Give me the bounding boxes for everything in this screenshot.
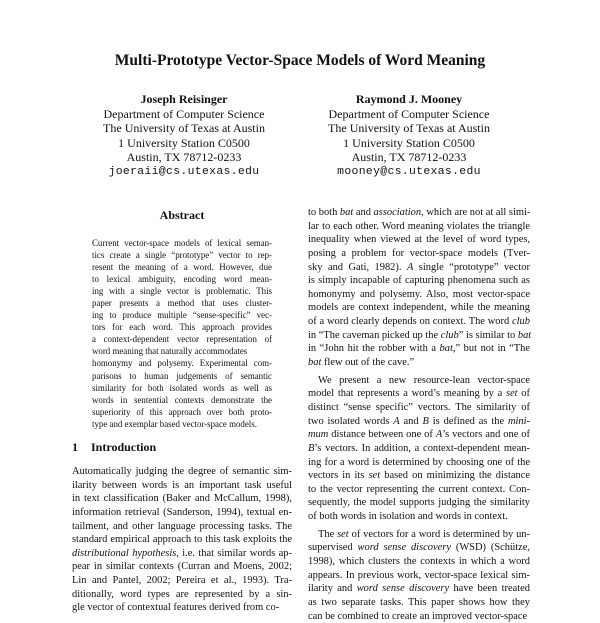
text-line: ing with a single vector is problematic. This	[92, 286, 272, 297]
text-line: ing for a word is determined by choosing one of the	[308, 456, 530, 468]
author-block-mooney	[289, 92, 529, 180]
author-email: mooney@cs.utexas.edu	[337, 165, 481, 178]
text-line: homonymy and polysemy. Also, most vector-space	[308, 288, 530, 300]
author-department: Department of Computer Science	[328, 106, 490, 121]
section-heading-introduction	[72, 440, 156, 455]
text-line: lar to each other. Word meaning violates the triangle	[308, 220, 530, 232]
text-line: type and exemplar based vector-space models.	[92, 418, 257, 429]
author-email: joeraii@cs.utexas.edu	[108, 165, 260, 178]
introduction-body	[72, 465, 292, 615]
text-line: posing a problem for vector-space models (Tver-	[308, 247, 530, 259]
text-line: words in sentential contexts demonstrate the	[92, 394, 272, 405]
text-line: parisons to human judgements of semantic	[92, 370, 272, 381]
author-name: Raymond J. Mooney	[355, 92, 463, 106]
text-line: sky and Gati, 1982). A single “prototype” vector	[308, 261, 531, 273]
text-line: to the vector representing the current context. Con-	[308, 483, 530, 495]
text-line: resent the meaning of a word. However, due	[92, 262, 272, 273]
text-line: in text classification (Baker and McCallum, 1998),	[72, 493, 292, 505]
text-line: as two separate tasks. This paper shows how they	[308, 596, 530, 608]
author-university: The University of Texas at Austin	[328, 121, 490, 136]
text-line: information retrieval (Sanderson, 1994), textual en-	[72, 506, 292, 518]
text-line: appears. In previous work, vector-space lexical sim-	[308, 569, 530, 581]
author-name: Joseph Reisinger	[140, 92, 228, 106]
text-line: ilarity between words is an important task useful	[72, 479, 292, 491]
text-line: a context-dependent vector representation of	[92, 334, 272, 345]
text-line: Automatically judging the degree of semantic sim-	[72, 466, 292, 477]
text-line: supervised word sense discovery (WSD) (Schütze,	[308, 542, 530, 554]
text-line: inequality when viewed at the level of word types,	[308, 234, 530, 246]
text-line: two isolated words A and B is defined as the mini-	[308, 415, 530, 427]
author-university: The University of Texas at Austin	[103, 121, 265, 136]
text-line: of a word clearly depends on context. The word club	[308, 316, 530, 328]
author-city: Austin, TX 78712-0233	[351, 150, 467, 165]
text-line: ing to produce multiple “sense-specific” vec-	[92, 310, 272, 321]
text-line: Lin and Pantel, 2002; Pereira et al., 1993). Tra-	[72, 575, 292, 587]
author-block-reisinger	[64, 92, 304, 180]
paragraph	[308, 528, 530, 623]
text-line: gle vector of contextual features derived from co-	[72, 602, 280, 614]
text-line: tors for each word. This approach provides	[92, 322, 272, 333]
text-line: pear in similar contexts (Curran and Moens, 2002;	[72, 561, 292, 573]
text-line: superiority of this approach over both proto-	[92, 406, 272, 417]
text-line: model that represents a word’s meaning by a set of	[308, 388, 530, 400]
text-line: word meaning that naturally accommodates	[92, 346, 248, 357]
text-line: tics create a single “prototype” vector to rep-	[92, 250, 272, 261]
section-title: Introduction	[91, 440, 157, 454]
text-line: The set of vectors for a word is determined by un-	[318, 528, 530, 540]
text-line: to both bat and association, which are not at all simi-	[308, 207, 531, 218]
section-number: 1	[72, 440, 78, 454]
paragraph	[308, 206, 530, 370]
abstract-heading: Abstract	[159, 208, 205, 222]
text-line: We present a new resource-lean vector-space	[318, 374, 530, 386]
text-line: paper presents a method that uses cluster-	[92, 298, 272, 309]
text-line: vectors in its set based on minimizing the distance	[308, 470, 531, 482]
text-line: ditionally, word types are represented by a sin-	[72, 588, 292, 600]
text-line: of both words in isolation and words in context.	[308, 511, 508, 523]
text-line: homonymy and polysemy. Experimental com-	[92, 358, 272, 369]
text-line: 1998), which clusters the contexts in which a word	[308, 556, 530, 568]
text-line: can be combined to create an improved vector-space	[308, 610, 528, 622]
text-line: in “John hit the robber with a bat,” but not in “The	[308, 343, 530, 355]
text-line: B’s vectors. In addition, a context-dependent mean-	[308, 442, 530, 454]
text-line: tailment, and other language processing tasks. The	[72, 520, 292, 532]
text-line: sequently, the model supports judging the similarity	[308, 497, 530, 509]
text-line: in “The caveman picked up the club” is similar to bat	[308, 329, 532, 341]
text-line: mum distance between one of A’s vectors and one of	[308, 429, 530, 441]
text-line: ilarity and word sense discovery have been treated	[308, 583, 530, 595]
paper-title: Multi-Prototype Vector-Space Models of Word Meaning	[114, 52, 486, 69]
text-line: similarity for both isolated words as well as	[92, 382, 272, 393]
text-line: models are context independent, while the meaning	[308, 302, 530, 314]
author-city: Austin, TX 78712-0233	[126, 150, 242, 165]
author-department: Department of Computer Science	[103, 106, 265, 121]
text-line: distributional hypothesis, i.e. that similar words ap-	[72, 547, 292, 559]
author-station: 1 University Station C0500	[343, 135, 475, 150]
text-line: Current vector-space models of lexical seman-	[92, 238, 272, 248]
right-column-body	[308, 206, 530, 623]
text-line: to lexical ambiguity, encoding word mean-	[92, 274, 272, 285]
text-line: standard empirical approach to this task exploits the	[72, 534, 292, 546]
paragraph	[308, 374, 530, 524]
text-line: distinct “sense specific” vectors. The similarity of	[308, 401, 530, 413]
text-line: bat flew out of the cave.”	[308, 357, 415, 369]
text-line: is simply incapable of capturing phenomena such as	[308, 275, 530, 287]
abstract-body	[92, 237, 272, 430]
author-station: 1 University Station C0500	[118, 135, 250, 150]
